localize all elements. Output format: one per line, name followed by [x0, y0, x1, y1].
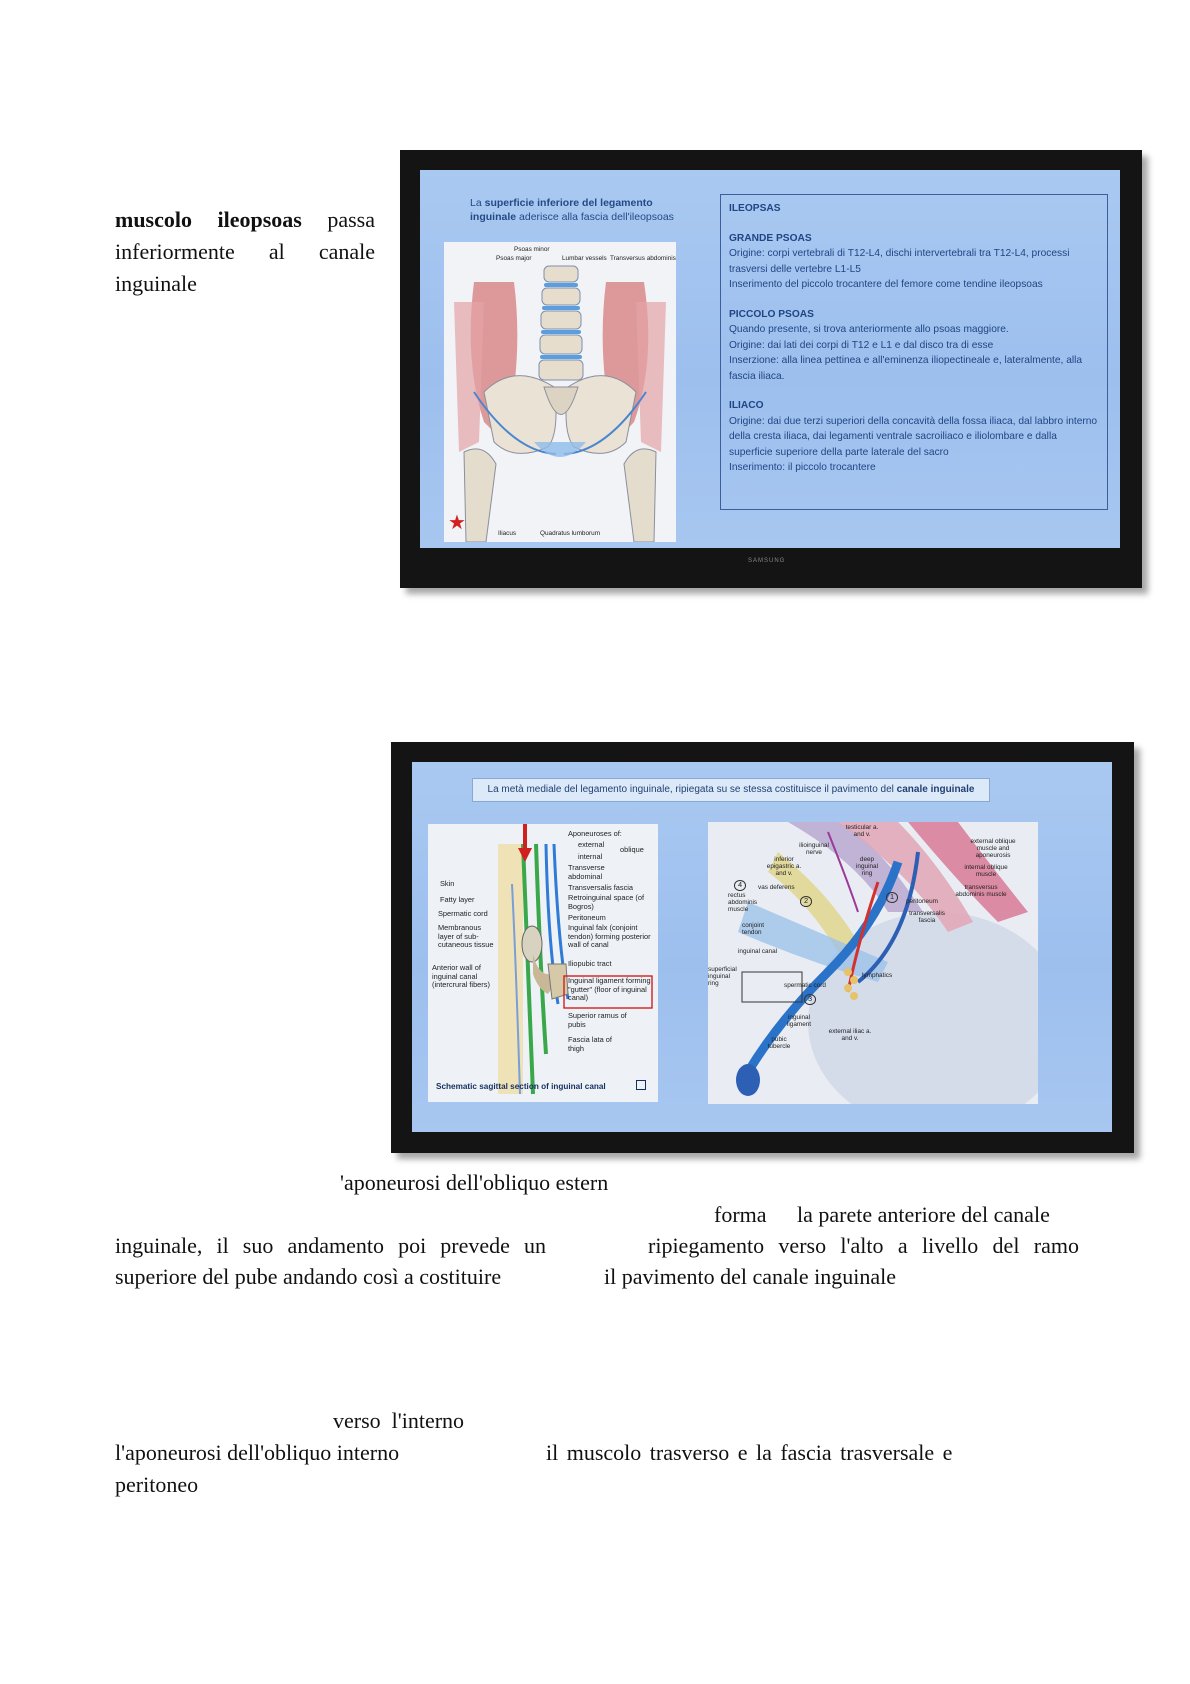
- diagram-label: conjoint tendon: [742, 922, 765, 937]
- paragraph-text: passa inferiormente al canale inguinale: [115, 207, 375, 296]
- fig-label: Psoas minor: [514, 246, 550, 253]
- diagram-label: Anterior wall of inguinal canal (intercrural fibers): [432, 963, 490, 990]
- diagram-label: internal: [578, 852, 603, 861]
- diagram-label: Iliopubic tract: [568, 959, 612, 968]
- diagram-label: Superior ramus of pubis: [568, 1011, 627, 1029]
- number-marker: 3: [804, 994, 816, 1005]
- box-text: Inserzione: alla linea pettinea e all'eminenza iliopectineale e, lateralmente, alla fascia iliaca.: [729, 355, 1083, 382]
- bold-term: muscolo ileopsoas: [115, 207, 302, 232]
- diagram-label: oblique: [620, 845, 644, 854]
- diagram-label: Inguinal ligament forming "gutter" (floor of inguinal canal): [568, 976, 651, 1003]
- paragraph-ileopsoas: [115, 204, 375, 300]
- diagram-label: deep inguinal ring: [855, 856, 879, 878]
- inguinal-canal-3d-diagram: [708, 822, 1038, 1104]
- anatomy-figure: [444, 242, 676, 542]
- checkbox-icon: [636, 1080, 646, 1090]
- diagram-label: Inguinal falx (conjoint tendon) forming posterior wall of canal: [568, 923, 651, 950]
- slide-screen: [420, 170, 1120, 548]
- box-text: Origine: corpi vertebrali di T12-L4, dischi intervertebrali tra T12-L4, processi trasversi delle vertebre L1-L5: [729, 248, 1070, 275]
- diagram-label: internal oblique muscle: [964, 864, 1008, 879]
- diagram-label: external iliac a. and v.: [828, 1028, 872, 1043]
- box-text: Inserimento del piccolo trocantere del femore come tendine ileopsoas: [729, 279, 1043, 290]
- paragraph-line: verso l'interno: [333, 1408, 465, 1433]
- diagram-label: rectus abdominis muscle: [728, 892, 758, 914]
- slide-title: La superficie inferiore del legamento inguinale aderisce alla fascia dell'ileopsoas: [470, 197, 674, 223]
- paragraph-line: il muscolo trasverso e la fascia trasversale e: [546, 1440, 953, 1465]
- paragraph-line: 'aponeurosi dell'obliquo estern: [340, 1170, 609, 1195]
- diagram-label: Peritoneum: [568, 913, 606, 922]
- paragraph-line: inguinale, il suo andamento poi prevede un: [115, 1233, 546, 1258]
- diagram-label: pubic tubercle: [767, 1036, 791, 1051]
- paragraph-line: l'aponeurosi dell'obliquo interno: [115, 1440, 400, 1465]
- section-heading: PICCOLO PSOAS: [729, 308, 814, 320]
- diagram-label: vas deferens: [758, 884, 795, 891]
- paragraph-line: superiore del pube andando così a costituire: [115, 1264, 502, 1289]
- slide-photo-inguinal-canal: [391, 742, 1134, 1153]
- diagram-label: superficial inguinal ring: [708, 966, 737, 988]
- diagram-caption: Schematic sagittal section of inguinal canal: [436, 1082, 606, 1091]
- diagram-label: Retroinguinal space (of Bogros): [568, 893, 645, 911]
- diagram-label: peritoneum: [906, 898, 938, 905]
- diagram-label: lymphatics: [862, 972, 893, 979]
- slide-photo-ileopsoas: [400, 150, 1142, 588]
- section-heading: GRANDE PSOAS: [729, 232, 812, 244]
- number-marker: 4: [734, 880, 746, 891]
- diagram-label: Membranous layer of sub-cutaneous tissue: [438, 923, 494, 950]
- section-heading: ILIACO: [729, 400, 764, 411]
- pelvis-illustration: [444, 242, 676, 542]
- diagram-label: Spermatic cord: [438, 909, 488, 918]
- box-text: Origine: dai due terzi superiori della concavità della fossa iliaca, dal labbro interno della cresta iliaca, dai legamenti ventrale sacroiliaco e iliolombare e dalla superficie superiore della parte laterale del sacro: [729, 415, 1098, 458]
- fig-label: Quadratus lumborum: [540, 530, 601, 537]
- diagram-label: Skin: [440, 879, 455, 888]
- diagram-label: inguinal canal: [738, 948, 778, 955]
- fig-label: Iliacus: [498, 530, 517, 537]
- star-icon: ★: [448, 512, 466, 534]
- paragraph-line: peritoneo: [115, 1472, 199, 1497]
- diagram-label: Fascia lata of thigh: [568, 1035, 612, 1053]
- paragraph-line: forma: [714, 1202, 767, 1227]
- fig-label: Psoas major: [496, 255, 532, 262]
- sagittal-section-diagram: [428, 824, 658, 1102]
- paragraph-line: la parete anteriore del canale: [797, 1202, 1050, 1227]
- diagram-label: inferior epigastric a. and v.: [766, 856, 802, 878]
- number-marker: 2: [800, 896, 812, 907]
- tv-brand-logo: SAMSUNG: [748, 558, 786, 564]
- diagram-label: Aponeuroses of:: [568, 829, 622, 838]
- ileopsoas-info-box: [720, 194, 1108, 510]
- number-marker: 1: [886, 892, 898, 903]
- diagram-label: ilioinguinal nerve: [799, 842, 829, 857]
- box-heading: ILEOPSAS: [729, 203, 781, 214]
- paragraph-line: il pavimento del canale inguinale: [604, 1264, 897, 1289]
- diagram-label: Transverse abdominal: [568, 863, 605, 881]
- diagram-label: external oblique muscle and aponeurosis: [970, 838, 1016, 860]
- fig-label: Transversus abdominis: [610, 255, 676, 262]
- fig-label: Lumbar vessels: [562, 255, 607, 262]
- diagram-label: transversus abdominis muscle: [955, 884, 1007, 899]
- diagram-label: external: [578, 840, 605, 849]
- paragraph-line: ripiegamento verso l'alto a livello del ramo: [648, 1233, 1079, 1258]
- diagram-label: spermatic cord: [784, 982, 826, 989]
- diagram-label: Transversalis fascia: [568, 883, 634, 892]
- box-text: Inserimento: il piccolo trocantere: [729, 462, 876, 473]
- diagram-label: Fatty layer: [440, 895, 475, 904]
- diagram-label: testicular a. and v.: [845, 824, 879, 839]
- diagram-label: inguinal ligament: [786, 1014, 812, 1029]
- box-text: Quando presente, si trova anteriormente allo psoas maggiore.: [729, 324, 1009, 335]
- slide-banner: La metà mediale del legamento inguinale, ripiegata su se stessa costituisce il pavimento del canale inguinale: [472, 778, 990, 802]
- diagram-label: transversalis fascia: [909, 910, 945, 925]
- slide-screen: [412, 762, 1112, 1132]
- box-text: Origine: dai lati dei corpi di T12 e L1 e dal disco tra di esse: [729, 339, 994, 351]
